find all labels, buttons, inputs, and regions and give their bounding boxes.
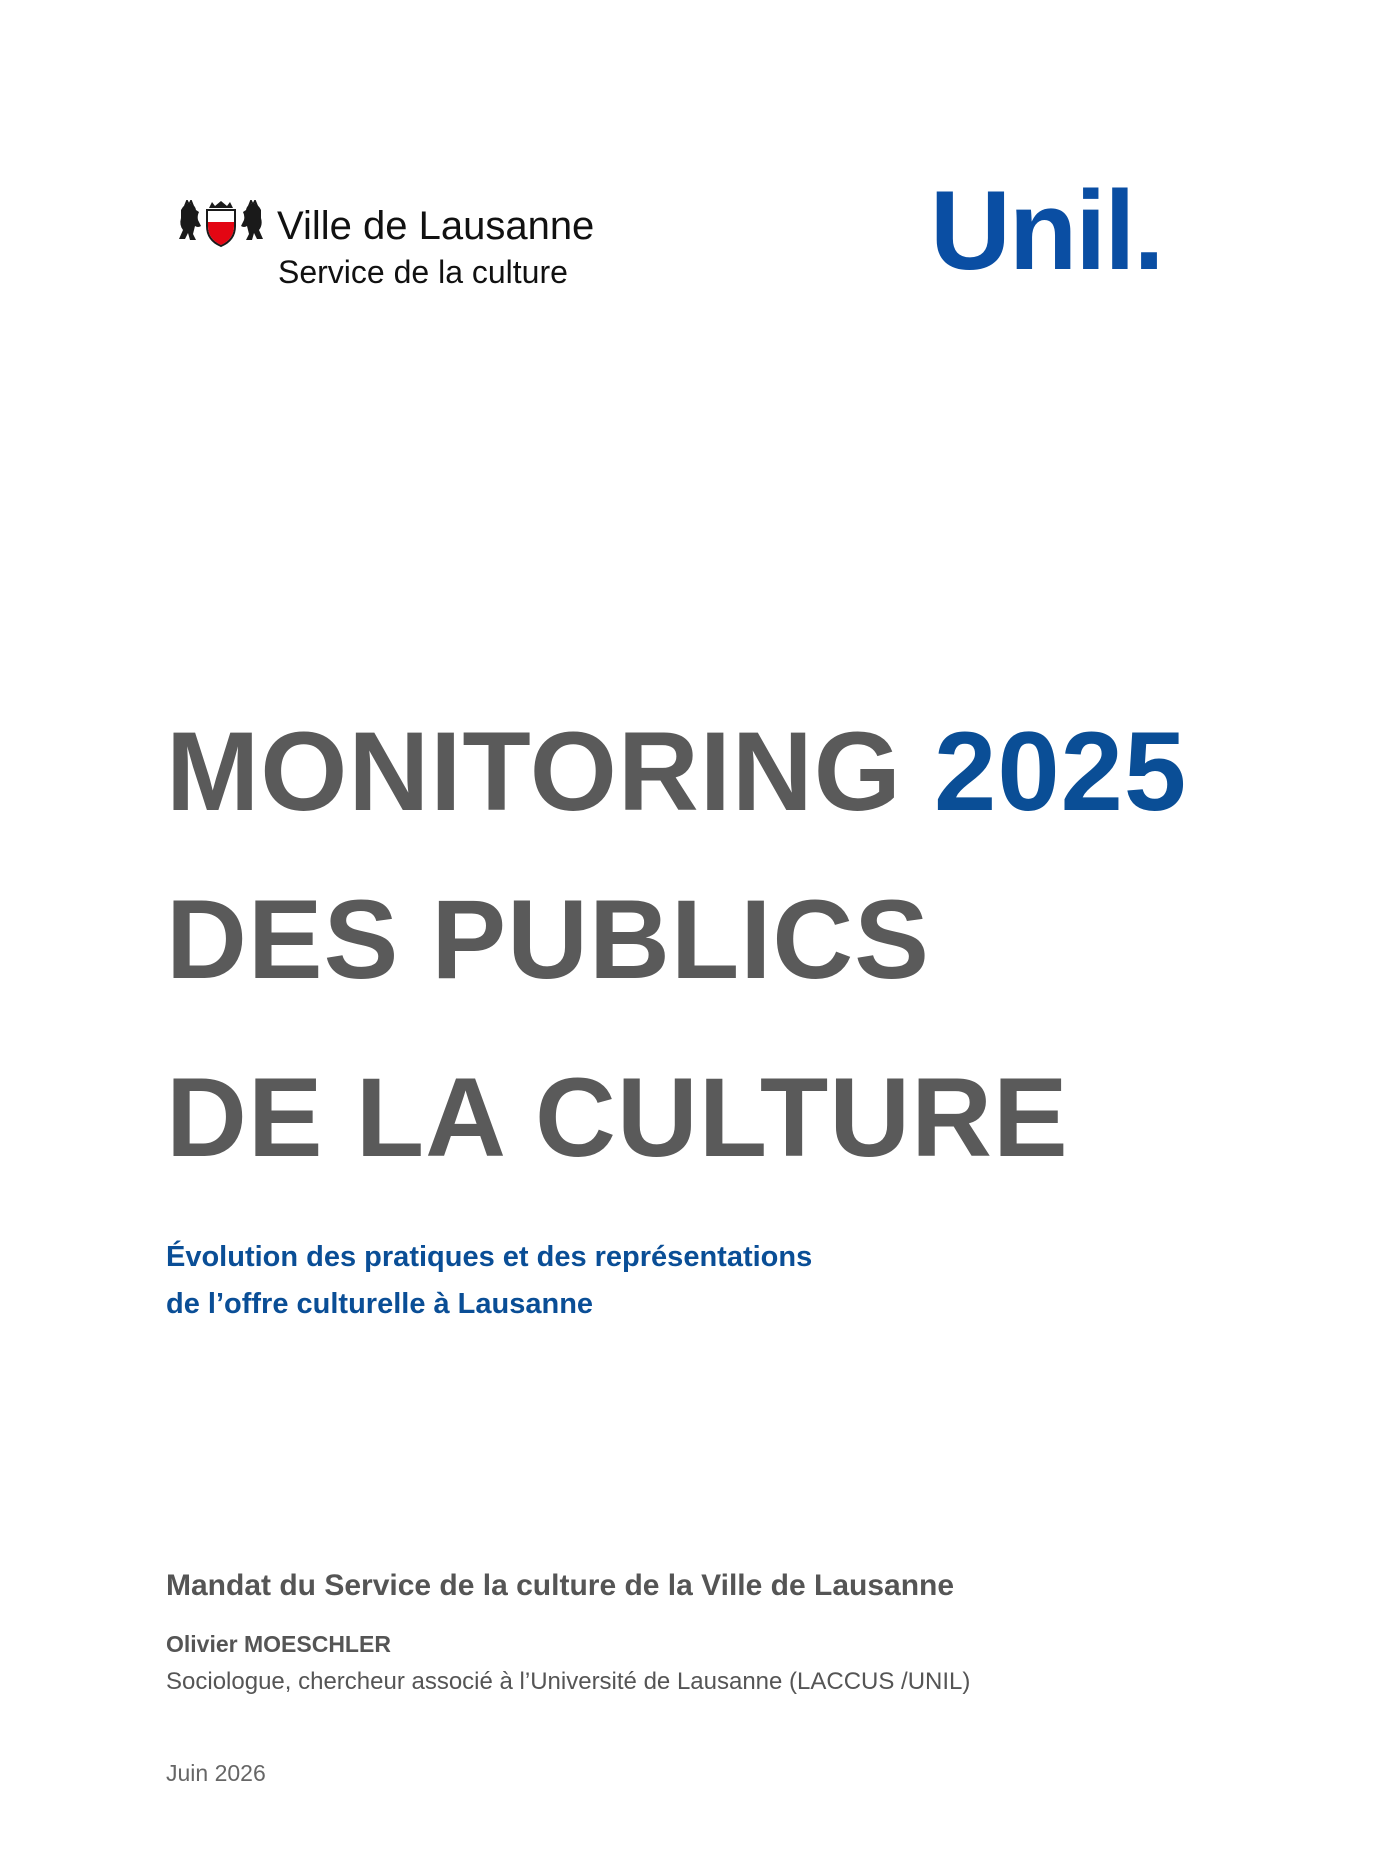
author-role: Sociologue, chercheur associé à l’Université de Lausanne (LACCUS /UNIL) [166, 1668, 971, 1695]
mandate-text: Mandat du Service de la culture de la Ville de Lausanne [166, 1569, 955, 1602]
title-line-1 [166, 709, 1188, 834]
title-main-word: MONITORING [166, 709, 902, 834]
lausanne-coat-of-arms-icon [177, 200, 265, 248]
subtitle-line-2: de l’offre culturelle à Lausanne [166, 1288, 594, 1320]
lausanne-logo-service: Service de la culture [278, 254, 568, 290]
unil-logo: Unil. [930, 168, 1163, 293]
title-line-3: DE LA CULTURE [166, 1055, 1069, 1180]
subtitle-line-1: Évolution des pratiques et des représentations [166, 1241, 813, 1273]
subtitle [166, 1234, 812, 1328]
title-year: 2025 [934, 709, 1188, 834]
lausanne-logo-name: Ville de Lausanne [277, 204, 595, 248]
title-line-2: DES PUBLICS [166, 877, 930, 1002]
author-name: Olivier MOESCHLER [166, 1631, 391, 1657]
publication-date: Juin 2026 [166, 1760, 266, 1786]
lausanne-logo [177, 200, 627, 300]
